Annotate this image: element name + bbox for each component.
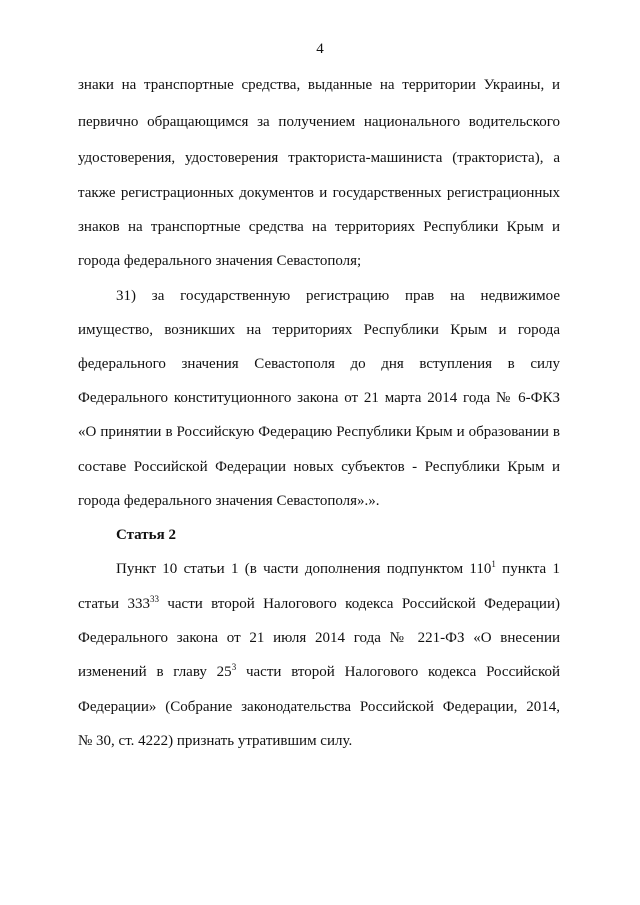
superscript: 33 [149, 595, 159, 604]
text-line: составе Российской Федерации новых субъектов - Республики Крым и [78, 459, 560, 475]
article-heading: Статья 2 [116, 527, 176, 543]
text-line: «О принятии в Российскую Федерацию Республики Крым и образовании в [78, 424, 560, 440]
text-line: Федерации» (Собрание законодательства Российской Федерации, 2014, [78, 699, 560, 715]
text-line: федерального значения Севастополя до дня вступления в силу [78, 356, 560, 372]
text-line: также регистрационных документов и государственных регистрационных [78, 185, 560, 201]
text-line [116, 560, 560, 578]
text-line: города федерального значения Севастополя».». [78, 493, 380, 509]
text-line: имущество, возникших на территориях Республики Крым и города [78, 322, 560, 338]
text-line: первично обращающимся за получением национального водительского [78, 114, 560, 130]
page-number: 4 [316, 41, 324, 57]
text-line: 31) за государственную регистрацию прав на недвижимое [116, 288, 560, 304]
text-line: Федерального конституционного закона от 21 марта 2014 года № 6-ФКЗ [78, 390, 560, 406]
text-run: части второй Налогового кодекса Российской [236, 664, 560, 680]
text-line: знаки на транспортные средства, выданные на территории Украины, и [78, 77, 560, 93]
text-line [78, 663, 560, 681]
text-line: № 30, ст. 4222) признать утратившим силу. [78, 733, 353, 749]
text-run: Пункт 10 статьи 1 (в части дополнения подпунктом 110 [116, 561, 492, 577]
superscript: 1 [491, 560, 496, 569]
text-run: пункта 1 [495, 561, 560, 577]
text-line: знаков на транспортные средства на территориях Республики Крым и [78, 219, 560, 235]
text-line: удостоверения, удостоверения тракториста-машиниста (тракториста), а [78, 150, 560, 166]
text-run: части второй Налогового кодекса Российской Федерации) [158, 596, 560, 612]
text-run: изменений в главу 25 [78, 664, 232, 680]
text-line: города федерального значения Севастополя; [78, 253, 362, 269]
text-line: Федерального закона от 21 июля 2014 года № 221-ФЗ «О внесении [78, 630, 560, 646]
text-run: статьи 333 [78, 596, 150, 612]
text-line [78, 595, 560, 613]
superscript: 3 [231, 663, 237, 672]
